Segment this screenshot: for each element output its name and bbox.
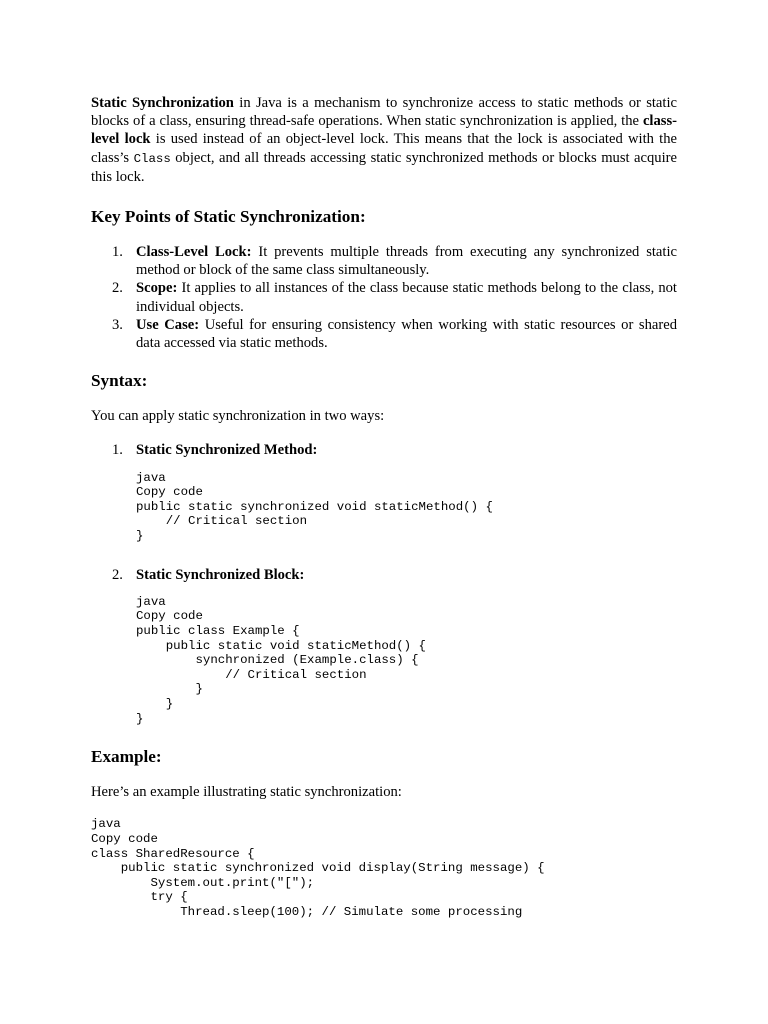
code-block-synchronized: java Copy code public class Example { public static void staticMethod() { synchronized (Example.class) { // Critical section } } }	[136, 594, 426, 726]
syntax-list-2	[91, 566, 677, 727]
intro-class-code: Class	[133, 151, 171, 166]
list-number: 1.	[112, 442, 123, 459]
syntax-item-block	[91, 566, 677, 727]
example-heading: Example:	[91, 747, 162, 767]
key-point-label: Class-Level Lock:	[136, 244, 252, 261]
key-point-text: Useful for ensuring consistency when working with static resources or shared data accessed via static methods.	[136, 316, 677, 352]
key-point-label: Scope:	[136, 280, 178, 297]
syntax-list	[91, 441, 677, 543]
syntax-block-label: Static Synchronized Block:	[136, 566, 305, 583]
example-intro: Here’s an example illustrating static synchronization:	[91, 784, 402, 801]
key-point-text: It applies to all instances of the class because static methods belong to the class, not individual objects.	[136, 280, 677, 315]
intro-class-level-lock: class-level lock	[91, 113, 677, 148]
syntax-heading: Syntax:	[91, 371, 148, 391]
intro-text-3: object, and all threads accessing static synchronized methods or blocks must acquire this lock.	[91, 149, 677, 185]
intro-text-2: is used instead of an object-level lock. This means that the lock is associated with the class’s	[91, 131, 677, 166]
intro-text-1: in Java is a mechanism to synchronize access to static methods or static blocks of a class, ensuring thread-safe operations. When static synchronization is applied, the	[91, 95, 677, 130]
key-point-item	[91, 243, 677, 279]
code-block-example: java Copy code class SharedResource { public static synchronized void display(String message) { System.out.print("["); try { Thread.sleep(100); // Simulate some processing	[91, 817, 545, 919]
key-point-item	[91, 316, 677, 352]
key-point-label: Use Case:	[136, 316, 200, 333]
intro-term: Static Synchronization	[91, 95, 234, 111]
syntax-item-method	[91, 441, 677, 543]
document-content	[91, 94, 677, 920]
list-number: 2.	[112, 566, 123, 583]
list-number: 1.	[112, 244, 123, 261]
key-point-text: It prevents multiple threads from executing any synchronized static method or block of the same class simultaneously.	[136, 244, 677, 279]
syntax-method-label: Static Synchronized Method:	[136, 442, 318, 459]
code-block-method: java Copy code public static synchronized void staticMethod() { // Critical section }	[136, 470, 493, 544]
list-number: 3.	[112, 316, 123, 333]
key-points-list	[91, 243, 677, 352]
intro-paragraph	[91, 94, 677, 186]
key-points-heading: Key Points of Static Synchronization:	[91, 207, 366, 227]
syntax-intro: You can apply static synchronization in two ways:	[91, 408, 385, 425]
list-number: 2.	[112, 280, 123, 297]
key-point-item	[91, 279, 677, 315]
